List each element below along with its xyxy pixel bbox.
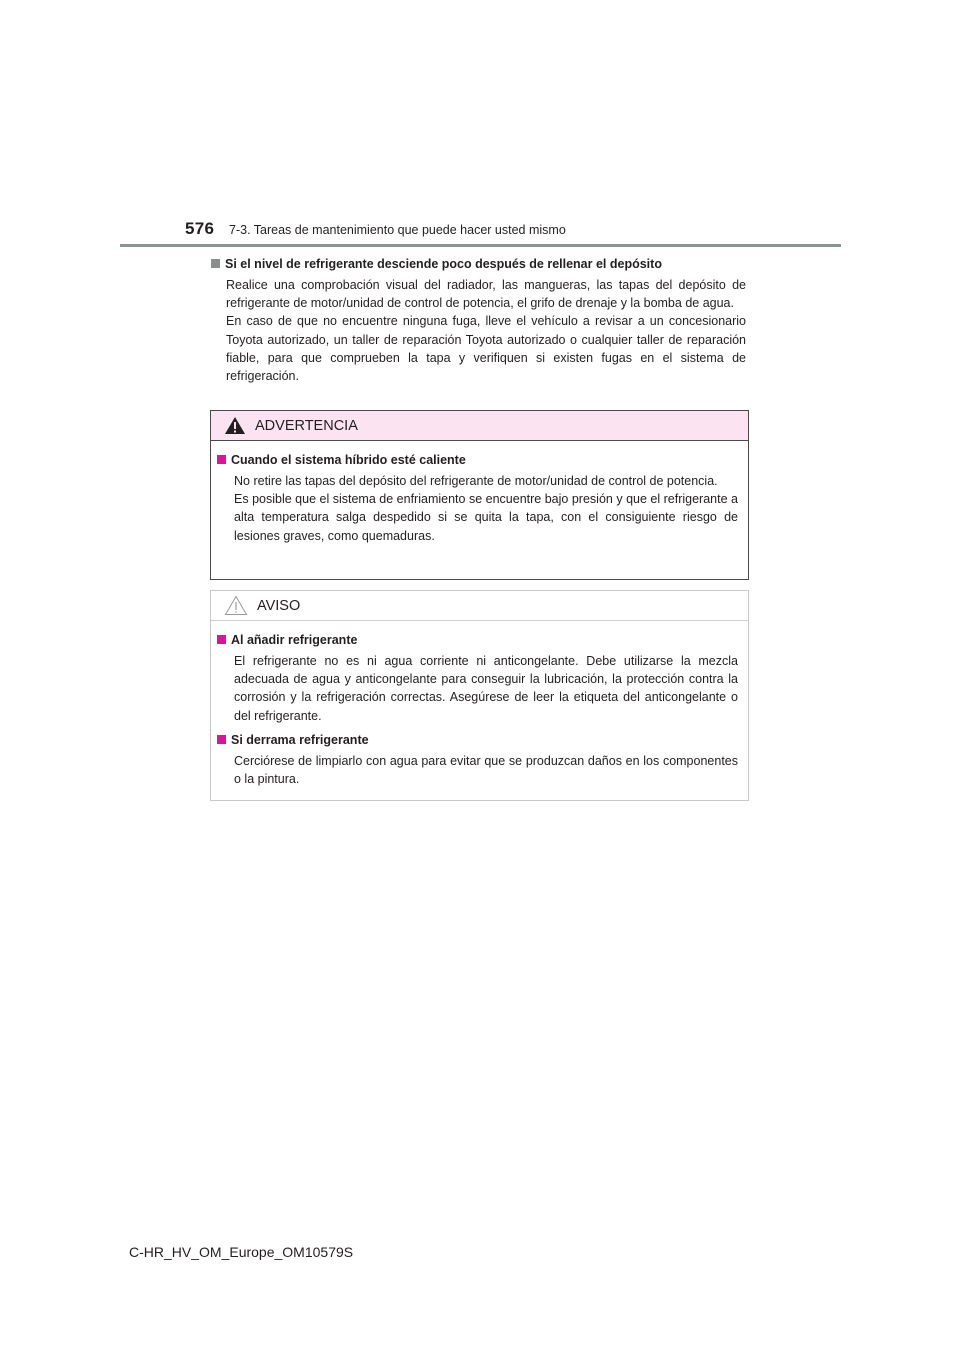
page-number: 576: [185, 219, 215, 238]
main-section: [211, 255, 746, 385]
paragraph: En caso de que no encuentre ninguna fuga, lleve el vehículo a revisar a un concesionario Toyota autorizado, un taller de reparación Toyota autorizado o cualquier taller de reparación fiable, para que comprueben la tapa y verifiquen si existen fugas en el sistema de refrigeración.: [226, 314, 746, 384]
warning-box: [210, 410, 749, 580]
warning-triangle-icon: [224, 416, 246, 435]
box-section-body: [234, 472, 738, 545]
section-heading: [211, 255, 746, 273]
box-section-body: [234, 652, 738, 725]
square-bullet-icon: [217, 735, 226, 744]
notice-box-section: [217, 631, 738, 725]
box-section-heading: [217, 451, 738, 469]
warning-box-body: [211, 441, 748, 545]
paragraph: Cerciórese de limpiarlo con agua para evitar que se produzcan daños en los componentes o la pintura.: [234, 753, 738, 787]
warning-box-header: [211, 411, 748, 441]
chapter-title: 7-3. Tareas de mantenimiento que puede hacer usted mismo: [229, 223, 566, 237]
square-bullet-icon: [217, 455, 226, 464]
box-section-heading: [217, 631, 738, 649]
box-section-heading-text: Al añadir refrigerante: [231, 633, 358, 647]
notice-box-title: AVISO: [257, 597, 301, 614]
square-bullet-icon: [211, 259, 220, 268]
notice-box-header: [211, 591, 748, 621]
paragraph: No retire las tapas del depósito del refrigerante de motor/unidad de control de potencia.: [234, 474, 718, 488]
notice-box-section: [217, 731, 738, 788]
notice-box-body: [211, 621, 748, 788]
document-code: C-HR_HV_OM_Europe_OM10579S: [129, 1244, 354, 1260]
warning-box-section: [217, 451, 738, 545]
box-section-heading-text: Si derrama refrigerante: [231, 732, 369, 747]
section-body: [226, 276, 746, 385]
box-section-heading: [217, 731, 738, 749]
paragraph: El refrigerante no es ni agua corriente ni anticongelante. Debe utilizarse la mezcla adecuada de agua y anticongelante para conseguir la lubricación, la protección contra la corrosión y la refrigeración correctas. Asegúrese de leer la etiqueta del anticongelante o del refrigerante.: [234, 654, 738, 723]
box-section-body: [234, 752, 738, 788]
caution-triangle-outline-icon: [224, 595, 248, 616]
warning-box-title: ADVERTENCIA: [255, 417, 358, 434]
box-section-heading-text: Cuando el sistema híbrido esté caliente: [231, 453, 466, 467]
paragraph: Es posible que el sistema de enfriamiento se encuentre bajo presión y que el refrigerante a alta temperatura salga despedido si se quita la tapa, con el consiguiente riesgo de lesiones graves, como quemaduras.: [234, 492, 738, 543]
notice-box: [210, 590, 749, 801]
header-divider: [120, 244, 841, 247]
square-bullet-icon: [217, 635, 226, 644]
section-heading-text: Si el nivel de refrigerante desciende poco después de rellenar el depósito: [225, 257, 662, 271]
paragraph: Realice una comprobación visual del radiador, las mangueras, las tapas del depósito de refrigerante de motor/unidad de control de potencia, el grifo de drenaje y la bomba de agua.: [226, 278, 746, 311]
